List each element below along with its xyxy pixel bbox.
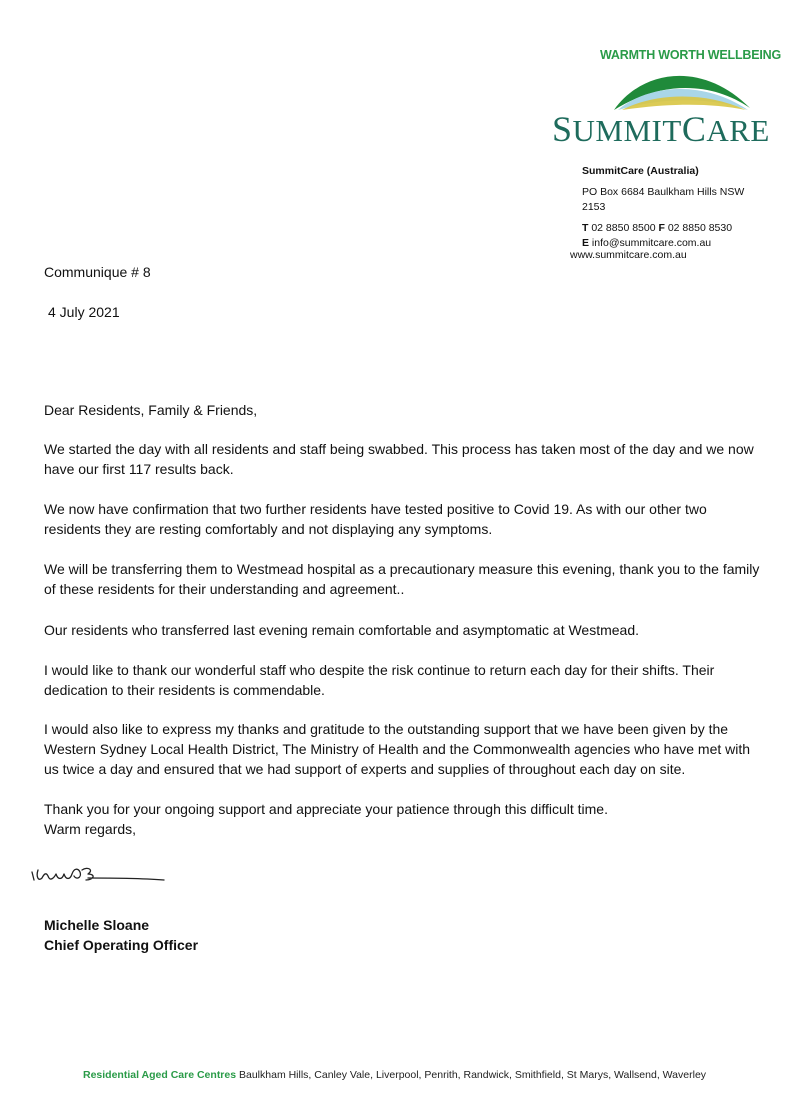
paragraph-6: I would also like to express my thanks and gratitude to the outstanding support that we have been given by the Western Sydney Local Health District, The Ministry of Health and the Commonwealth agencies who have met with us twice a day and ensured that we had support of experts and supplies of throughout each day on site.	[44, 721, 751, 777]
paragraph-3: We will be transferring them to Westmead hospital as a precautionary measure this evening, thank you to the family of these residents for their understanding and agreement..	[44, 561, 760, 597]
paragraph-4: Our residents who transferred last evening remain comfortable and asymptomatic at Westmead.	[44, 622, 640, 638]
brand-letter-c: C	[681, 109, 707, 149]
footer-label: Residential Aged Care Centres	[83, 1069, 237, 1081]
phone-value: 02 8850 8500	[588, 222, 659, 234]
company-address	[582, 164, 744, 251]
closing-paragraph: Thank you for your ongoing support and appreciate your patience through this difficult time.	[44, 801, 608, 817]
salutation: Dear Residents, Family & Friends,	[44, 402, 258, 418]
email-label: E	[582, 237, 590, 249]
phone-label: T	[582, 222, 589, 234]
summitcare-logo	[552, 48, 781, 149]
signer-name: Michelle Sloane	[44, 917, 150, 933]
logo-wordmark	[552, 108, 770, 150]
handwritten-signature	[28, 858, 168, 890]
footer-locations: Baulkham Hills, Canley Vale, Liverpool, Penrith, Randwick, Smithfield, St Marys, Wallsend, Waverley	[236, 1069, 707, 1081]
address-po-line2: 2153	[582, 201, 606, 213]
logo-tagline: WARMTH WORTH WELLBEING	[600, 48, 781, 62]
paragraph-7	[44, 799, 764, 839]
paragraph-2: We now have confirmation that two further residents have tested positive to Covid 19. As with our other two residents they are resting comfortably and not displaying any symptoms.	[44, 501, 707, 537]
brand-letter-s: S	[552, 109, 573, 149]
paragraph-5: I would like to thank our wonderful staff who despite the risk continue to return each day for their shifts. Their dedication to their residents is commendable.	[44, 662, 715, 698]
closing-line: Warm regards,	[44, 821, 137, 837]
summit-swoosh-icon	[612, 64, 752, 114]
address-phone-fax	[582, 221, 744, 236]
letter-date: 4 July 2021	[48, 304, 120, 320]
fax-value: 02 8850 8530	[664, 222, 733, 234]
brand-text-ummit: UMMIT	[572, 113, 682, 148]
fax-label: F	[658, 222, 665, 234]
footer	[83, 1069, 706, 1081]
communique-number: Communique # 8	[44, 264, 151, 280]
signer-title: Chief Operating Officer	[44, 937, 199, 953]
paragraph-1: We started the day with all residents and staff being swabbed. This process has taken most of the day and we now have our first 117 results back.	[44, 441, 754, 477]
company-website: www.summitcare.com.au	[570, 249, 687, 261]
brand-text-are: ARE	[706, 113, 770, 148]
address-org: SummitCare (Australia)	[582, 165, 699, 177]
email-value: info@summitcare.com.au	[589, 237, 712, 249]
address-po-line1: PO Box 6684 Baulkham Hills NSW	[582, 186, 745, 198]
